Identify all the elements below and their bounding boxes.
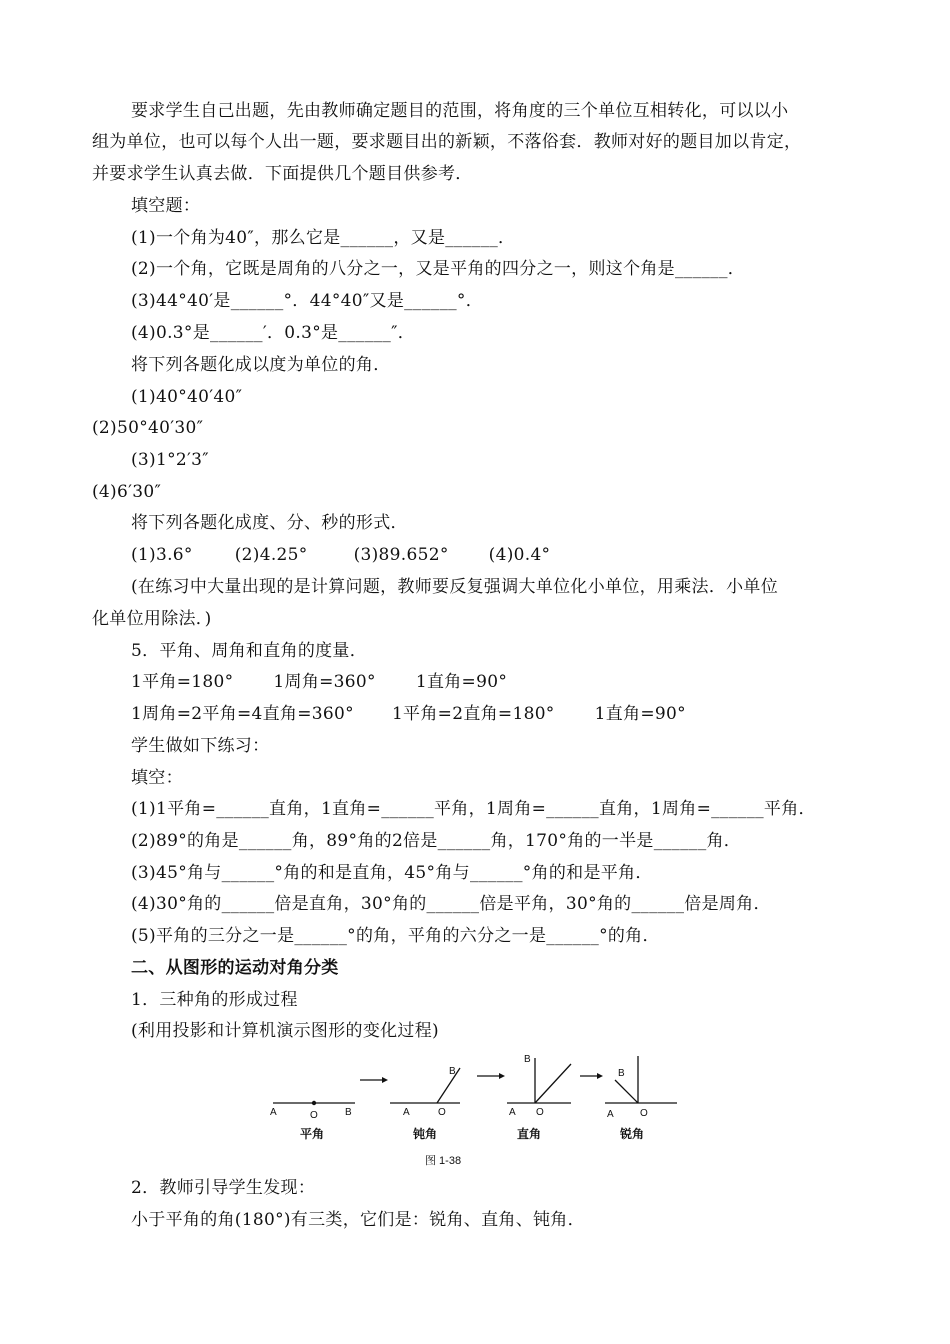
figure-caption: 图 1-38 — [425, 1155, 462, 1167]
paragraph-line: 化单位用除法．) — [92, 609, 212, 629]
exercise-item: (3)89.652° — [353, 545, 449, 565]
formula: 1平角=2直角=180° — [391, 704, 555, 724]
point-label: O — [310, 1110, 318, 1121]
angle-name-label: 直角 — [517, 1127, 542, 1141]
angle-formation-figure — [265, 1050, 685, 1170]
exercise-item: (4)0.4° — [488, 545, 551, 565]
arrowhead-icon — [382, 1077, 388, 1083]
exercise-item: (3)45°角与______°角的和是直角，45°角与______°角的和是平角． — [131, 863, 653, 883]
paragraph-line: (利用投影和计算机演示图形的变化过程) — [131, 1021, 439, 1041]
section-label: 填空题： — [131, 196, 201, 216]
point-label: A — [607, 1109, 614, 1120]
point-label: A — [403, 1107, 410, 1118]
section-heading: 5．平角、周角和直角的度量． — [131, 641, 368, 661]
paragraph-line: 学生做如下练习： — [131, 736, 270, 756]
section-label: 将下列各题化成度、分、秒的形式． — [131, 513, 408, 533]
angle-name-label: 钝角 — [413, 1127, 438, 1141]
point-label: B — [618, 1068, 625, 1079]
angle-name-label: 锐角 — [620, 1127, 645, 1141]
point-label: O — [536, 1107, 544, 1118]
vertex-dot — [312, 1101, 316, 1105]
arrowhead-icon — [597, 1073, 603, 1079]
exercise-row — [131, 544, 550, 566]
arrowhead-icon — [499, 1073, 505, 1079]
point-label: O — [438, 1107, 446, 1118]
paragraph-line: 并要求学生认真去做．下面提供几个题目供参考． — [92, 164, 473, 184]
paragraph-line: 组为单位，也可以每个人出一题，要求题目出的新颖，不落俗套．教师对好的题目加以肯定， — [92, 132, 802, 152]
formula-row — [131, 703, 686, 725]
moving-ray — [535, 1064, 571, 1103]
exercise-item: (5)平角的三分之一是______°的角，平角的六分之一是______°的角． — [131, 926, 660, 946]
formula: 1周角=360° — [273, 672, 376, 692]
exercise-item: (2)4.25° — [234, 545, 308, 565]
subsection-heading: 1．三种角的形成过程 — [131, 990, 298, 1010]
exercise-item: (2)50°40′30″ — [92, 418, 204, 438]
formula: 1直角=90° — [594, 704, 686, 724]
section-heading: 二、从图形的运动对角分类 — [131, 958, 339, 978]
formula: 1周角=2平角=4直角=360° — [131, 704, 354, 724]
point-label: A — [270, 1107, 277, 1118]
exercise-item: (1)1平角=______直角，1直角=______平角，1周角=______直角，1周角=______平角． — [131, 799, 816, 819]
subsection-heading: 2．教师引导学生发现： — [131, 1178, 316, 1198]
exercise-item: (2)89°的角是______角，89°角的2倍是______角，170°角的一半是______角． — [131, 831, 742, 851]
exercise-item: (1)一个角为40″，那么它是______，又是______． — [131, 228, 516, 248]
exercise-item: (3)44°40′是______°．44°40″又是______°． — [131, 291, 484, 311]
section-label: 将下列各题化成以度为单位的角． — [131, 355, 391, 375]
exercise-item: (1)40°40′40″ — [131, 387, 243, 407]
exercise-item: (1)3.6° — [131, 545, 193, 565]
angle-name-label: 平角 — [300, 1127, 325, 1141]
point-label: B — [449, 1066, 456, 1077]
acute-ray — [615, 1080, 638, 1103]
paragraph-line: (在练习中大量出现的是计算问题，教师要反复强调大单位化小单位，用乘法．小单位 — [131, 577, 779, 597]
point-label: B — [524, 1054, 531, 1065]
exercise-item: (4)6′30″ — [92, 482, 162, 502]
paragraph-line: 要求学生自己出题，先由教师确定题目的范围，将角度的三个单位互相转化，可以以小 — [131, 101, 789, 121]
formula: 1平角=180° — [131, 672, 234, 692]
point-label: O — [640, 1108, 648, 1119]
formula: 1直角=90° — [415, 672, 508, 692]
exercise-item: (3)1°2′3″ — [131, 450, 209, 470]
formula-row — [131, 671, 507, 693]
point-label: B — [345, 1107, 352, 1118]
point-label: A — [509, 1107, 516, 1118]
section-label: 填空： — [131, 768, 183, 788]
paragraph-line: 小于平角的角(180°)有三类，它们是：锐角、直角、钝角． — [131, 1210, 585, 1230]
exercise-item: (2)一个角，它既是周角的八分之一，又是平角的四分之一，则这个角是______． — [131, 259, 746, 279]
figure-drawing — [265, 1050, 685, 1170]
exercise-item: (4)0.3°是______′．0.3°是______″． — [131, 323, 416, 343]
exercise-item: (4)30°角的______倍是直角，30°角的______倍是平角，30°角的______倍是周角． — [131, 894, 771, 914]
